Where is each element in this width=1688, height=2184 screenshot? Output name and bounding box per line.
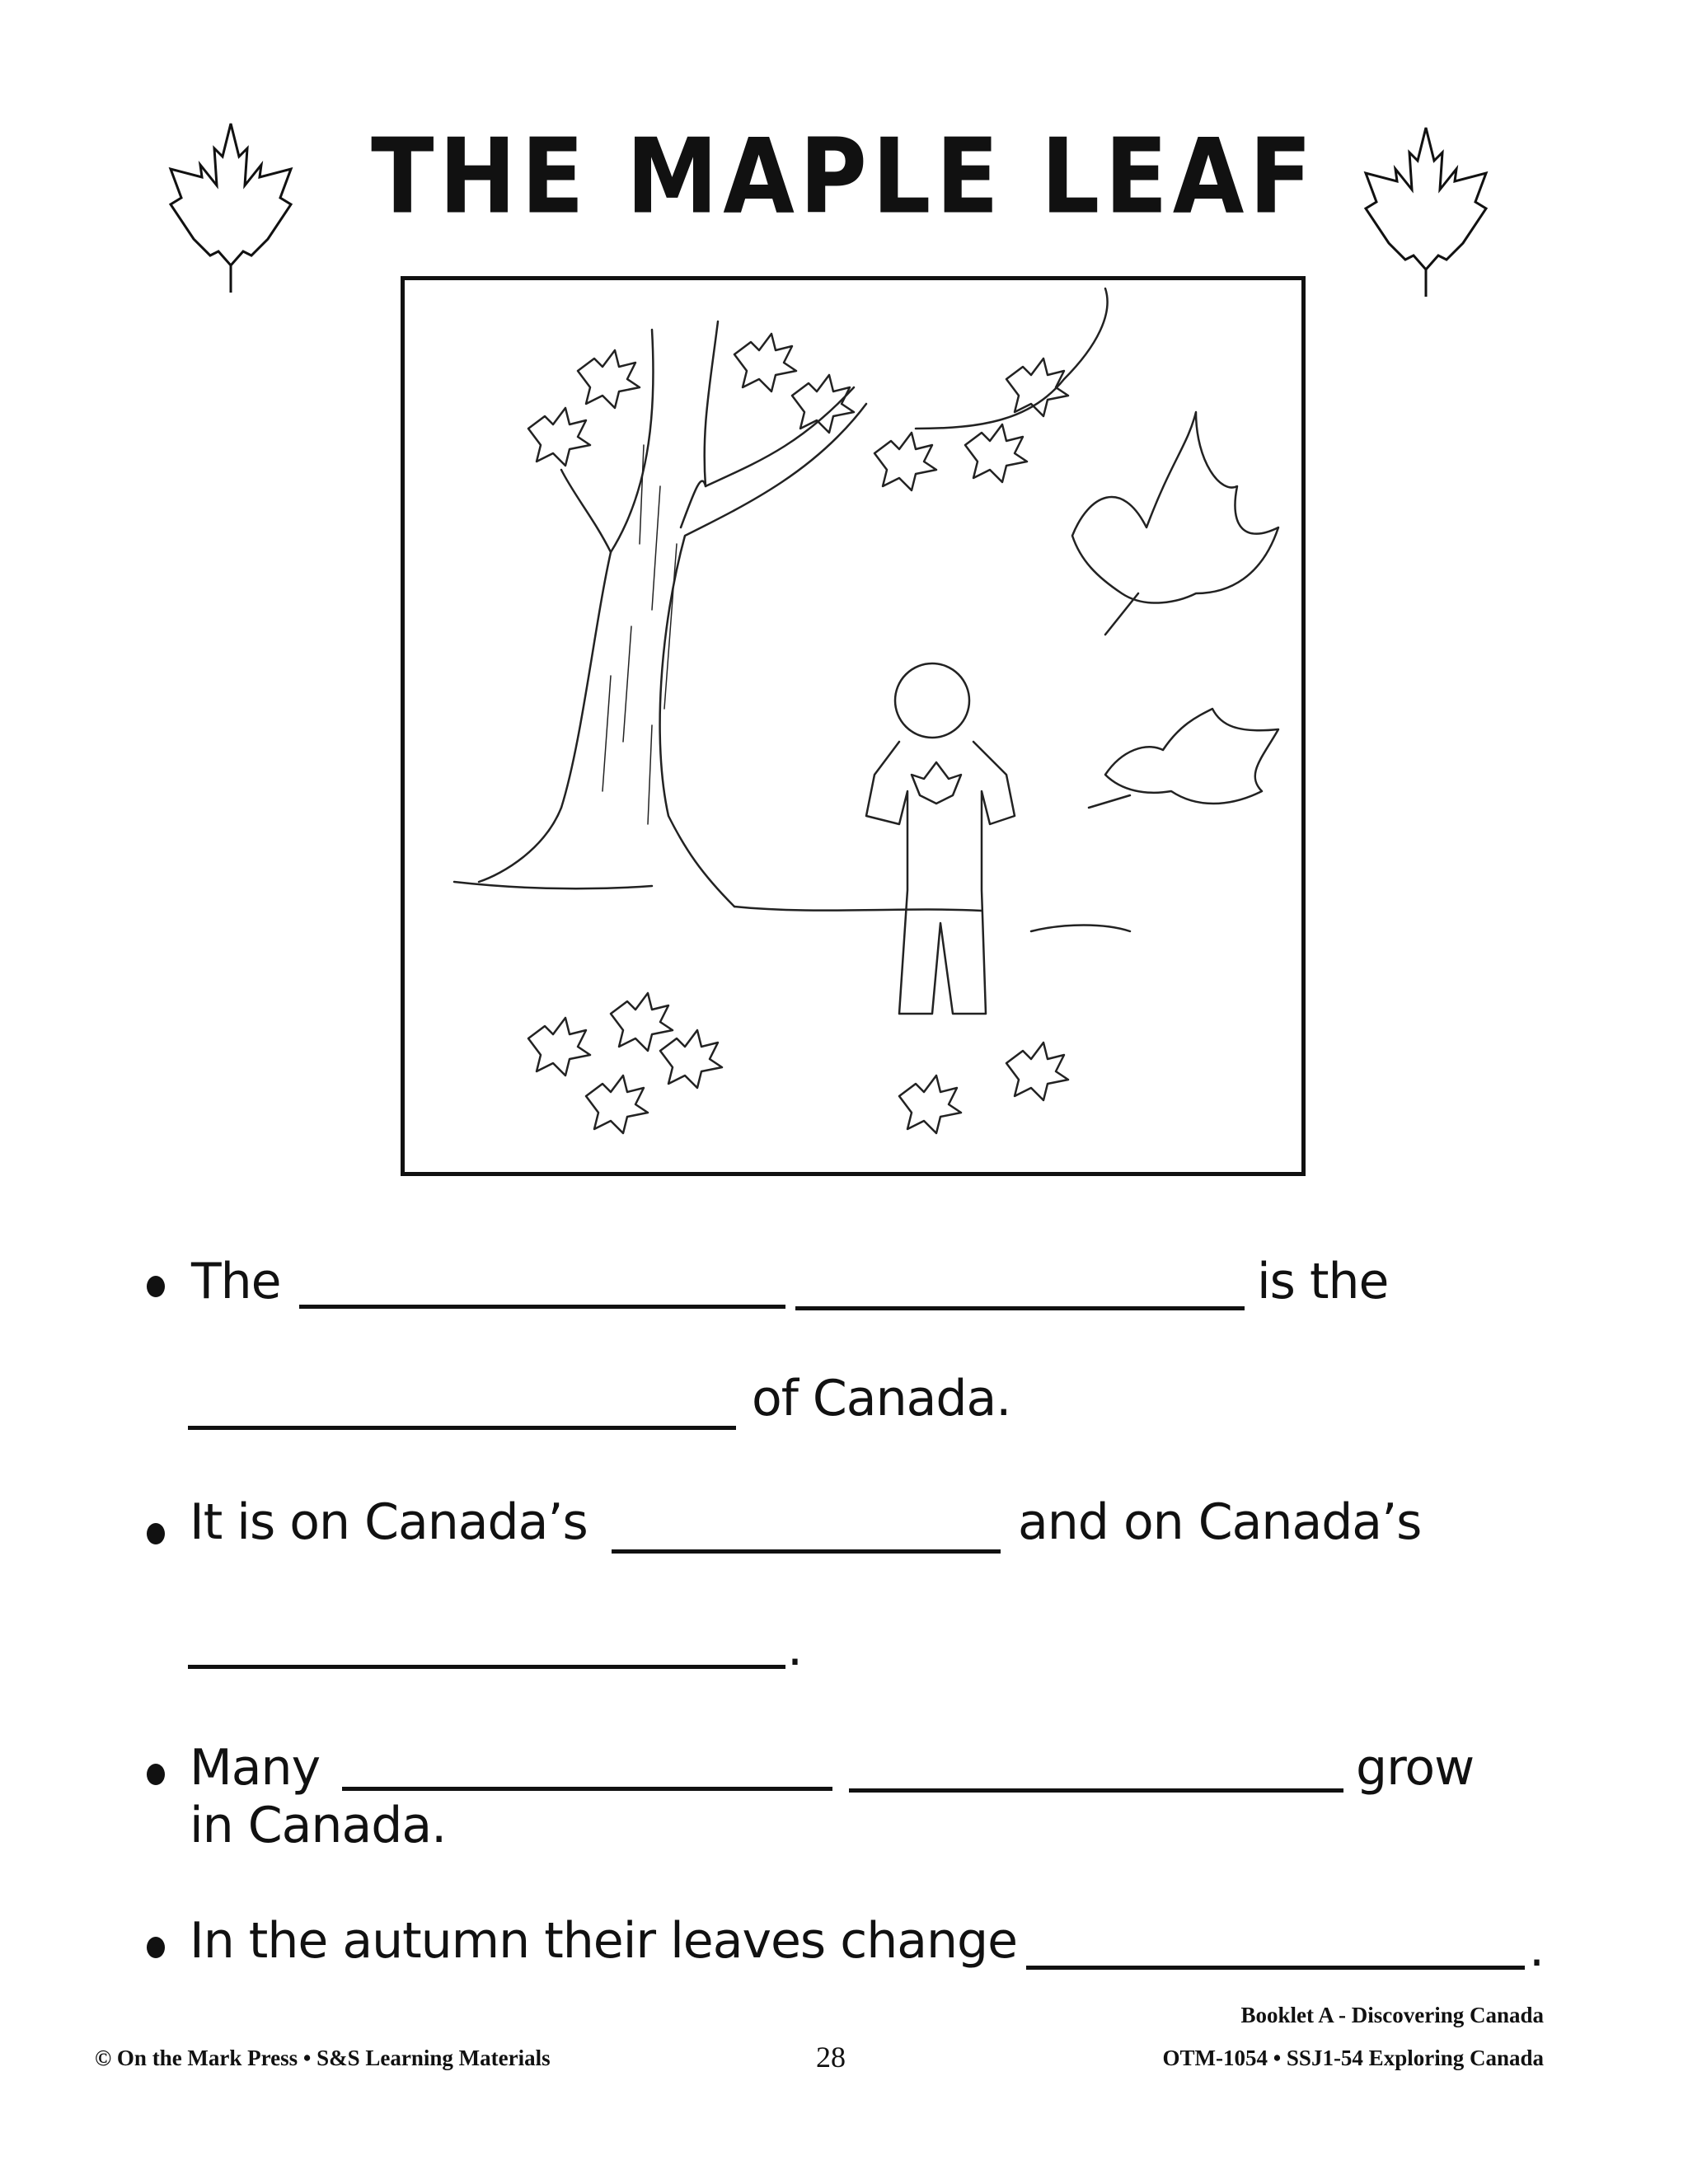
question-1-text-a: The [191, 1253, 281, 1310]
question-2-period: . [787, 1619, 803, 1677]
answer-blank-1a[interactable] [299, 1305, 785, 1309]
bullet-icon [147, 1764, 165, 1785]
footer-series: OTM-1054 • SSJ1-54 Exploring Canada [1162, 2046, 1544, 2070]
maple-leaf-icon [1356, 120, 1496, 301]
question-2-text-b: and on Canada’s [1018, 1493, 1422, 1551]
bullet-icon [147, 1276, 165, 1297]
footer-booklet: Booklet A - Discovering Canada [1240, 2003, 1544, 2027]
answer-blank-3a[interactable] [342, 1787, 832, 1791]
boy-under-maple-tree-illustration [405, 280, 1301, 1172]
answer-blank-3b[interactable] [849, 1788, 1343, 1793]
question-4-text-a: In the autumn their leaves change [190, 1912, 1018, 1970]
question-4-period: . [1529, 1920, 1545, 1978]
answer-blank-4a[interactable] [1026, 1966, 1525, 1970]
question-1-text-c: of Canada. [752, 1370, 1011, 1427]
bullet-icon [147, 1937, 165, 1958]
page-title: THE MAPLE LEAF [371, 117, 1317, 237]
answer-blank-1c[interactable] [188, 1426, 736, 1430]
question-3-text-b: grow [1356, 1739, 1475, 1797]
bullet-icon [147, 1523, 165, 1544]
question-3-text-a: Many [190, 1739, 321, 1797]
question-3-text-c: in Canada. [190, 1797, 447, 1854]
answer-blank-1b[interactable] [795, 1306, 1245, 1310]
page-number: 28 [816, 2041, 846, 2074]
question-2-text-a: It is on Canada’s [190, 1493, 588, 1551]
footer-copyright: © On the Mark Press • S&S Learning Materials [95, 2046, 551, 2070]
answer-blank-2b[interactable] [188, 1665, 785, 1669]
question-1-text-b: is the [1257, 1253, 1389, 1310]
illustration-frame [401, 276, 1306, 1176]
answer-blank-2a[interactable] [612, 1549, 1001, 1554]
